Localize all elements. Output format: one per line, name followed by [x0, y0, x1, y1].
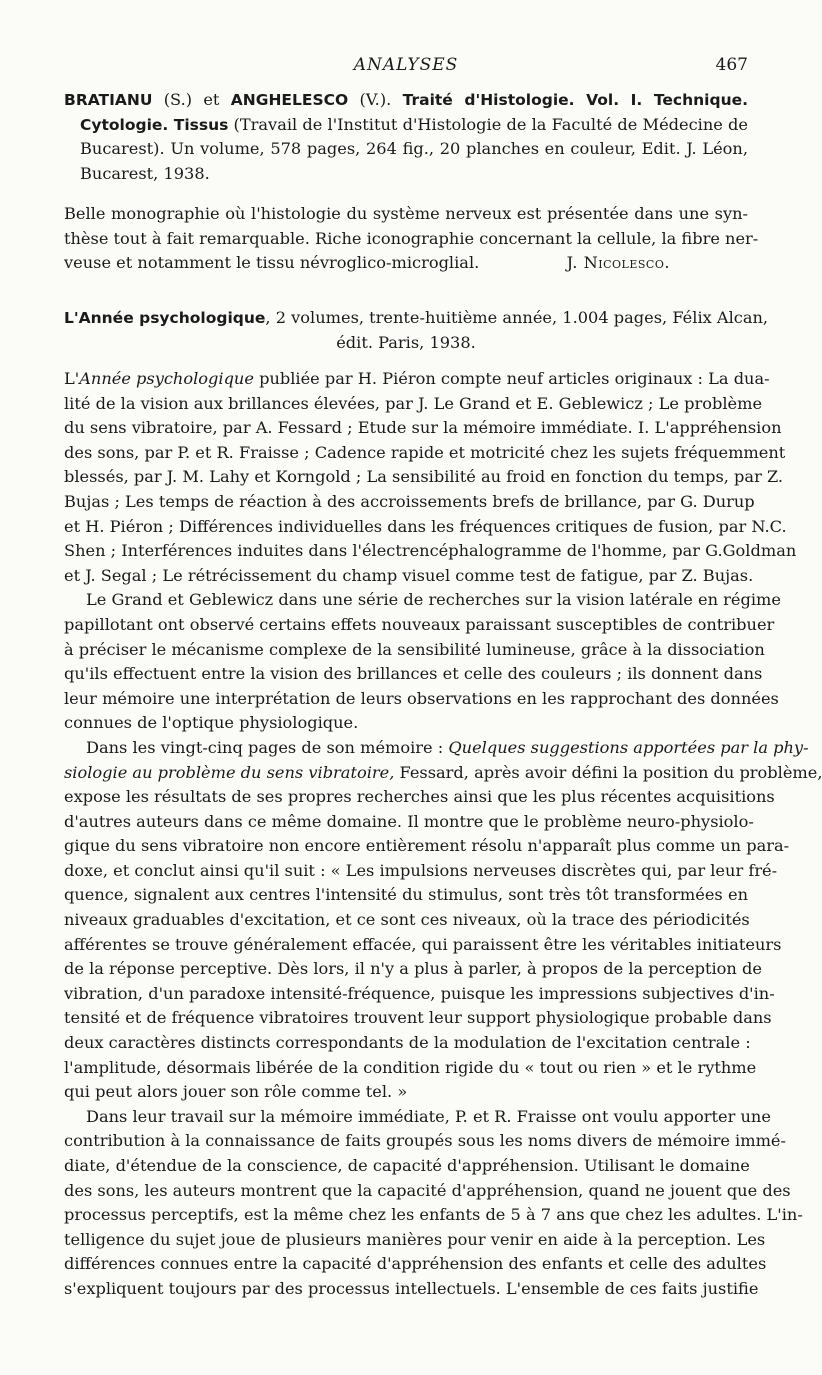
body-line: niveaux graduables d'excitation, et ce sont ces niveaux, où la trace des périodicités	[64, 910, 750, 930]
body-line: Belle monographie où l'histologie du système nerveux est présentée dans une syn-	[64, 204, 748, 223]
review2-body	[64, 367, 822, 1302]
citation-line: édit. Paris, 1938.	[336, 332, 476, 352]
running-header	[64, 55, 748, 81]
body-line: l'amplitude, désormais libérée de la condition rigide du « tout ou rien » et le rythme	[64, 1057, 757, 1077]
body-line: processus perceptifs, est la même chez les enfants de 5 à 7 ans que chez les adultes. L'in-	[64, 1205, 803, 1225]
review2-citation	[64, 306, 769, 355]
body-line: d'autres auteurs dans ce même domaine. Il montre que le problème neuro-physiolo-	[64, 811, 754, 831]
body-line: expose les résultats de ses propres recherches ainsi que les plus récentes acquisitions	[64, 787, 775, 807]
body-line: et H. Piéron ; Différences individuelles dans les fréquences critiques de fusion, par N.C.	[64, 516, 787, 536]
body-line: thèse tout à fait remarquable. Riche iconographie concernant la cellule, la fibre ner-	[64, 228, 759, 248]
body-line: des sons, les auteurs montrent que la capacité d'appréhension, quand ne jouent que des	[64, 1180, 791, 1200]
body-line: des sons, par P. et R. Fraisse ; Cadence rapide et motricité chez les sujets fréquemment	[64, 442, 786, 462]
reviewer-signature: J. Nicolesco.	[566, 253, 670, 273]
body-line: veuse et notamment le tissu névroglico-microglial. J. Nicolesco.	[64, 251, 748, 276]
body-line: papillotant ont observé certains effets nouveaux paraissant susceptibles de contribuer	[64, 614, 775, 634]
body-line: qu'ils effectuent entre la vision des brillances et celle des couleurs ; ils donnent dans	[64, 664, 763, 684]
body-line: blessés, par J. M. Lahy et Korngold ; La sensibilité au froid en fonction du temps, par Z.	[64, 467, 784, 487]
body-line: afférentes se trouve généralement effacée, qui paraissent être les véritables initiateurs	[64, 934, 782, 954]
citation-line: Bucarest, 1938.	[80, 163, 210, 183]
citation-line: BRATIANU (S.) et ANGHELESCO (V.). Traité d'Histologie. Vol. I. Technique.	[64, 90, 749, 109]
body-line: et J. Segal ; Le rétrécissement du champ visuel comme test de fatigue, par Z. Bujas.	[64, 565, 754, 585]
body-line: Dans leur travail sur la mémoire immédiate, P. et R. Fraisse ont voulu apporter une	[86, 1106, 771, 1126]
body-line: connues de l'optique physiologique.	[64, 713, 359, 733]
page-number: 467	[715, 55, 748, 75]
citation-line: Cytologie. Tissus (Travail de l'Institut d'Histologie de la Faculté de Médecine de	[80, 114, 748, 134]
body-line: de la réponse perceptive. Dès lors, il n'y a plus à parler, à propos de la perception de	[64, 959, 762, 979]
review1-body	[64, 202, 759, 276]
body-line: contribution à la connaissance de faits groupés sous les noms divers de mémoire immé-	[64, 1131, 786, 1151]
running-title: ANALYSES	[353, 55, 459, 75]
body-line: tensité et de fréquence vibratoires trouvent leur support physiologique probable dans	[64, 1008, 772, 1028]
body-line: du sens vibratoire, par A. Fessard ; Etude sur la mémoire immédiate. I. L'appréhension	[64, 418, 782, 438]
body-line: doxe, et conclut ainsi qu'il suit : « Les impulsions nerveuses discrètes qui, par leur fré-	[64, 860, 778, 880]
review1-citation	[64, 88, 748, 186]
body-line: L'Année psychologique publiée par H. Piéron compte neuf articles originaux : La dua-	[64, 369, 770, 388]
body-line: Shen ; Interférences induites dans l'électrencéphalogramme de l'homme, par G.Goldman	[64, 541, 797, 561]
citation-line: L'Année psychologique, 2 volumes, trente-huitième année, 1.004 pages, Félix Alcan,	[64, 308, 769, 327]
body-line: vibration, d'un paradoxe intensité-fréquence, puisque les impressions subjectives d'in-	[64, 983, 775, 1003]
body-line: Dans les vingt-cinq pages de son mémoire : Quelques suggestions apportées par la phy-	[86, 737, 809, 757]
body-line: leur mémoire une interprétation de leurs observations en les rapprochant des données	[64, 688, 779, 708]
body-line: quence, signalent aux centres l'intensité du stimulus, sont très tôt transformées en	[64, 885, 748, 905]
citation-line: Bucarest). Un volume, 578 pages, 264 fig., 20 planches en couleur, Edit. J. Léon,	[80, 139, 748, 159]
body-line: à préciser le mécanisme complexe de la sensibilité lumineuse, grâce à la dissociation	[64, 639, 765, 659]
body-line: diate, d'étendue de la conscience, de capacité d'appréhension. Utilisant le domaine	[64, 1156, 750, 1175]
body-line: qui peut alors jouer son rôle comme tel. »	[64, 1082, 408, 1102]
body-line: lité de la vision aux brillances élevées, par J. Le Grand et E. Geblewicz ; Le problème	[64, 393, 763, 413]
body-line: Le Grand et Geblewicz dans une série de recherches sur la vision latérale en régime	[86, 590, 781, 610]
body-line: différences connues entre la capacité d'appréhension des enfants et celle des adultes	[64, 1254, 767, 1274]
body-line: siologie au problème du sens vibratoire, Fessard, après avoir défini la position du problème,	[64, 762, 822, 782]
body-line: gique du sens vibratoire non encore entièrement résolu n'apparaît plus comme un para-	[64, 836, 790, 856]
body-line: Bujas ; Les temps de réaction à des accroissements brefs de brillance, par G. Durup	[64, 491, 755, 511]
body-line: deux caractères distincts correspondants de la modulation de l'excitation centrale :	[64, 1033, 751, 1053]
body-line: s'expliquent toujours par des processus intellectuels. L'ensemble de ces faits justifie	[64, 1278, 759, 1298]
body-line: telligence du sujet joue de plusieurs manières pour venir en aide à la perception. Les	[64, 1229, 766, 1249]
